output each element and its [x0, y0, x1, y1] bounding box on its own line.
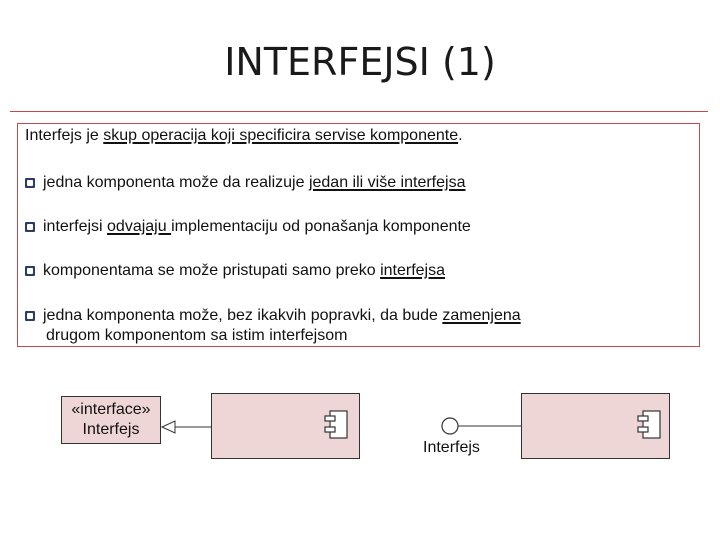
component-icon	[638, 411, 660, 438]
component-icon	[325, 411, 347, 438]
bullet-underlined: jedan ili više interfejsa	[308, 174, 466, 191]
lollipop-interface-label: Interfejs	[423, 439, 480, 456]
realization-arrowhead-icon	[162, 421, 175, 433]
bullet-text-tail: implementaciju od ponašanja komponente	[171, 218, 471, 235]
bullet-text: jedna komponenta može da realizuje	[43, 174, 309, 191]
bullet-text: komponentama se može pristupati samo preko	[43, 262, 381, 279]
intro-underlined: skup operacija koji specificira servise komponente	[103, 127, 459, 144]
interface-stereotype: «interface»	[71, 401, 151, 418]
bullet-continuation: drugom komponentom sa istim interfejsom	[46, 327, 348, 344]
bullet-underlined: zamenjena	[442, 307, 521, 324]
intro-lead: Interfejs je	[25, 127, 104, 144]
interface-name: Interfejs	[82, 421, 140, 438]
bullet-underlined: odvajaju	[107, 218, 172, 235]
bullet-text: interfejsi	[43, 218, 108, 235]
bullet-text: jedna komponenta može, bez ikakvih popravki, da bude	[43, 307, 443, 324]
slide-title: INTERFEJSI (1)	[224, 40, 496, 84]
bullet-underlined: interfejsa	[380, 262, 445, 279]
intro-tail: .	[458, 127, 463, 144]
lollipop-interface-icon	[442, 418, 458, 434]
